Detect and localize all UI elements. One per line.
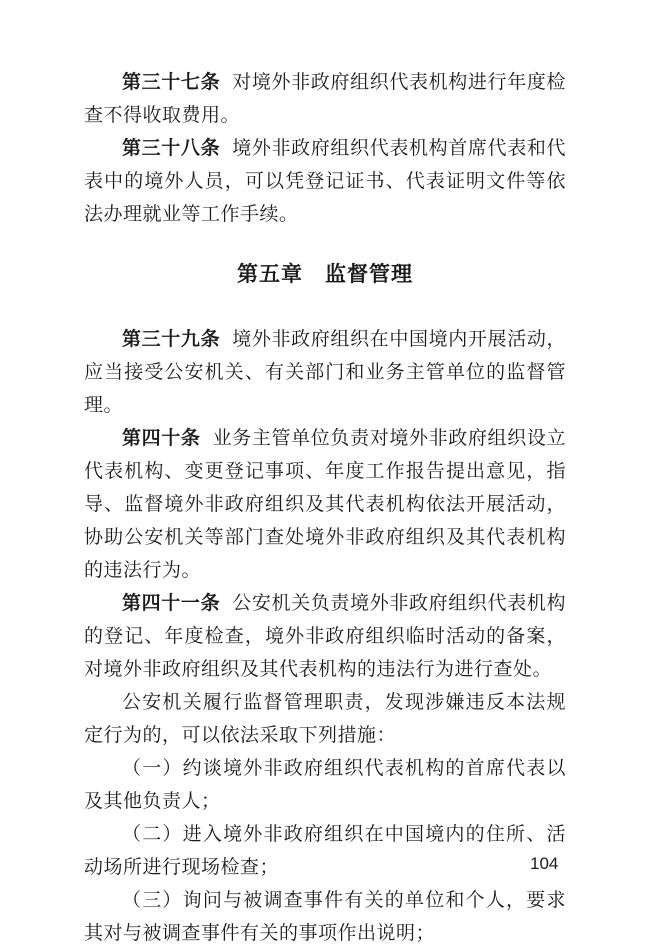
document-page [84, 66, 566, 950]
article-text: 境外非政府组织代表机构首席代表和代表中的境外人员，可以凭登记证书、代表证明文件等依法办理就业等工作手续。 [84, 137, 566, 225]
measure-text: （二）进入境外非政府组织在中国境内的住所、活动场所进行现场检查； [84, 823, 566, 878]
page-number: 104 [530, 854, 559, 873]
measure-item-3 [84, 884, 566, 950]
article-38 [84, 132, 566, 231]
measure-item-2 [84, 818, 566, 884]
article-text: 境外非政府组织在中国境内开展活动，应当接受公安机关、有关部门和业务主管单位的监督管理。 [84, 328, 566, 416]
article-number: 第四十条 [122, 427, 201, 449]
measure-text: （三）询问与被调查事件有关的单位和个人，要求其对与被调查事件有关的事项作出说明； [84, 889, 566, 944]
article-number: 第三十九条 [122, 328, 221, 350]
chapter-title: 监督管理 [325, 262, 413, 286]
measure-item-1 [84, 752, 566, 818]
measure-text: （一）约谈境外非政府组织代表机构的首席代表以及其他负责人； [84, 757, 566, 812]
chapter-number: 第五章 [237, 262, 303, 286]
article-41 [84, 587, 566, 686]
paragraph-text: 公安机关履行监督管理职责，发现涉嫌违反本法规定行为的，可以依法采取下列措施： [84, 691, 566, 746]
article-text: 对境外非政府组织代表机构进行年度检查不得收取费用。 [84, 71, 566, 126]
article-number: 第三十七条 [122, 71, 221, 93]
article-number: 第四十一条 [122, 592, 221, 614]
article-text: 公安机关负责境外非政府组织代表机构的登记、年度检查，境外非政府组织临时活动的备案，对境外非政府组织及其代表机构的违法行为进行查处。 [84, 592, 566, 680]
article-39 [84, 323, 566, 422]
article-37 [84, 66, 566, 132]
paragraph-measures-intro [84, 686, 566, 752]
chapter-heading [84, 259, 566, 289]
article-40 [84, 422, 566, 587]
article-text: 业务主管单位负责对境外非政府组织设立代表机构、变更登记事项、年度工作报告提出意见，指导、监督境外非政府组织及其代表机构依法开展活动，协助公安机关等部门查处境外非政府组织及其代表机构的违法行为。 [84, 427, 566, 581]
article-number: 第三十八条 [122, 137, 221, 159]
